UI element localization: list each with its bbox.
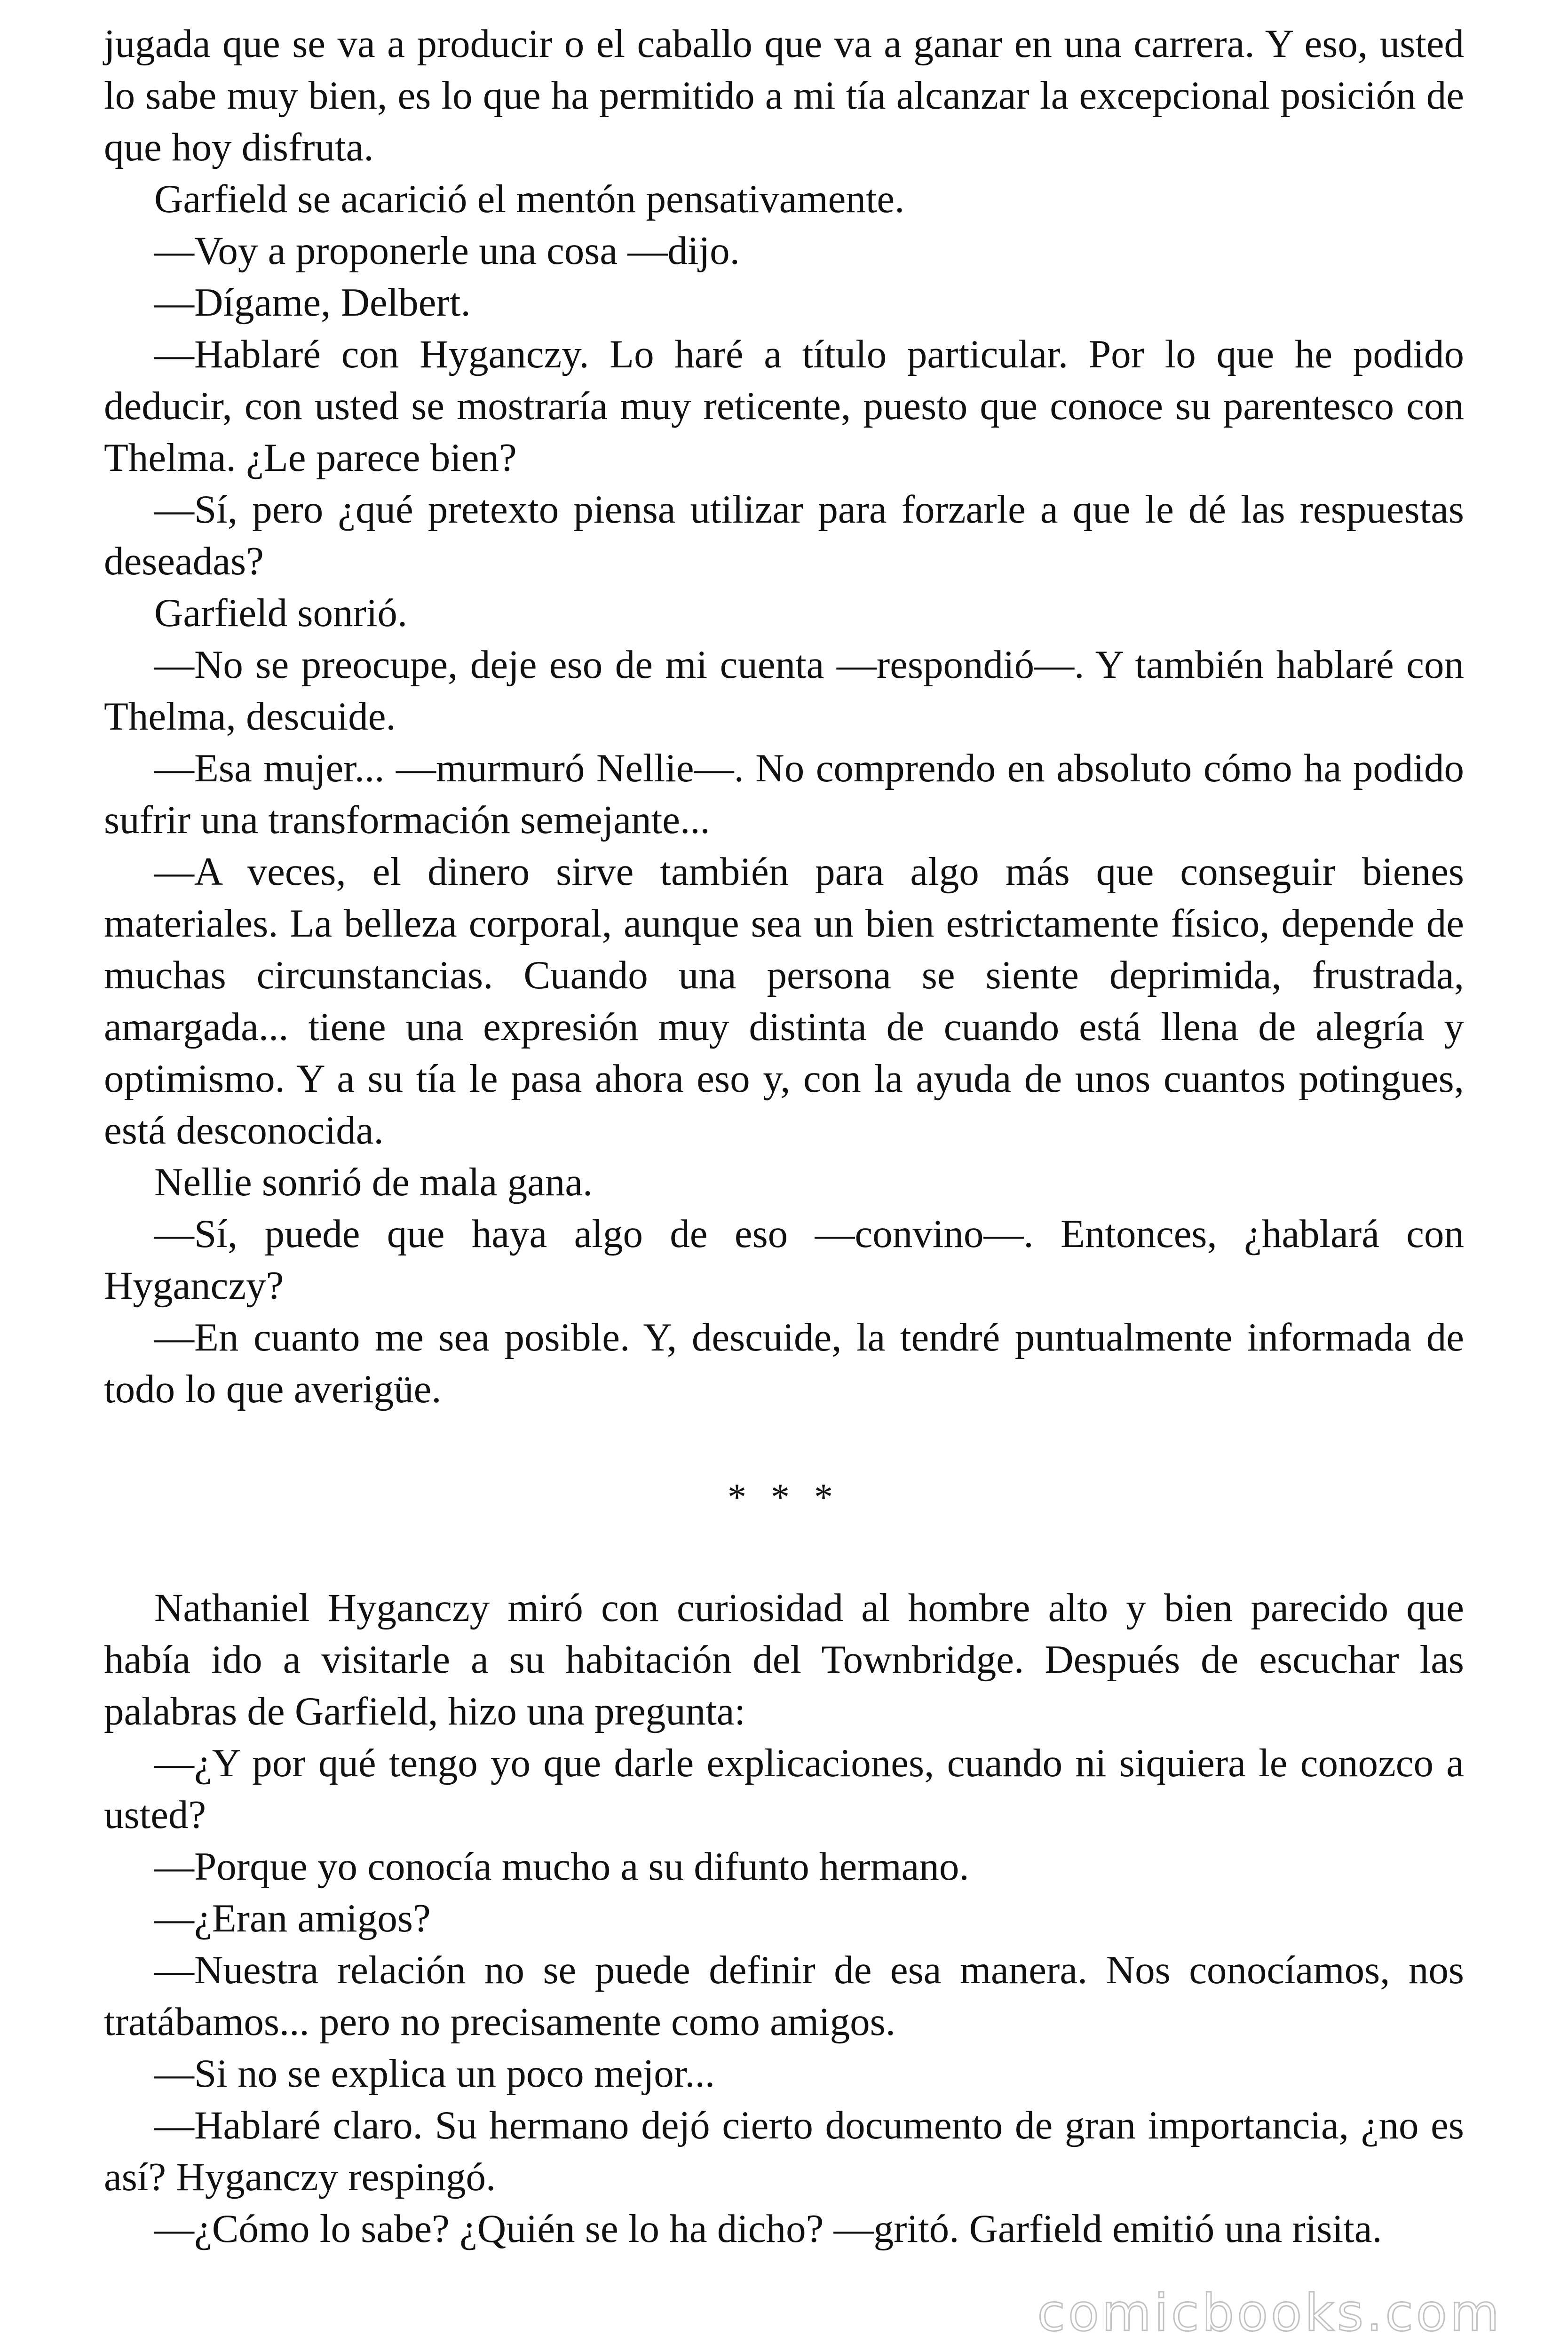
paragraph: —Sí, puede que haya algo de eso —convino—. Entonces, ¿hablará con Hyganczy?	[104, 1212, 1464, 1308]
paragraph: —Hablaré claro. Su hermano dejó cierto documento de gran importancia, ¿no es así? Hyganczy respingó.	[104, 2103, 1464, 2199]
watermark: comicbooks.com	[1037, 2284, 1502, 2343]
paragraph: —Si no se explica un poco mejor...	[154, 2051, 715, 2096]
paragraph: —No se preocupe, deje eso de mi cuenta —respondió—. Y también hablaré con Thelma, descuide.	[104, 643, 1464, 739]
paragraph: Nellie sonrió de mala gana.	[154, 1160, 593, 1204]
paragraph: —Porque yo conocía mucho a su difunto hermano.	[154, 1844, 969, 1889]
text-block-after-break	[104, 1582, 1464, 2255]
paragraph: —Nuestra relación no se puede definir de esa manera. Nos conocíamos, nos tratábamos... pero no precisamente como amigos.	[104, 1948, 1464, 2044]
paragraph: —Dígame, Delbert.	[154, 280, 471, 325]
paragraph: —A veces, el dinero sirve también para algo más que conseguir bienes materiales. La belleza corporal, aunque sea un bien estrictamente físico, depende de muchas circunstancias. Cuando una persona se siente deprimida, frustrada, amargada... tiene una expresión muy distinta de cuando está llena de alegría y optimismo. Y a su tía le pasa ahora eso y, con la ayuda de unos cuantos potingues, está desconocida.	[104, 850, 1464, 1152]
paragraph: —Sí, pero ¿qué pretexto piensa utilizar para forzarle a que le dé las respuestas deseadas?	[104, 487, 1464, 583]
section-break: * * *	[728, 1477, 840, 1518]
paragraph: Garfield se acarició el mentón pensativamente.	[154, 177, 905, 221]
book-page	[104, 18, 1464, 2255]
paragraph: Garfield sonrió.	[154, 591, 408, 635]
paragraph: —Hablaré con Hyganczy. Lo haré a título particular. Por lo que he podido deducir, con usted se mostraría muy reticente, puesto que conoce su parentesco con Thelma. ¿Le parece bien?	[104, 332, 1464, 480]
paragraph: —En cuanto me sea posible. Y, descuide, la tendré puntualmente informada de todo lo que averigüe.	[104, 1315, 1464, 1411]
paragraph: —¿Eran amigos?	[154, 1896, 431, 1940]
paragraph: Nathaniel Hyganczy miró con curiosidad al hombre alto y bien parecido que había ido a visitarle a su habitación del Townbridge. Después de escuchar las palabras de Garfield, hizo una pregunta:	[104, 1586, 1464, 1733]
paragraph: —Esa mujer... —murmuró Nellie—. No comprendo en absoluto cómo ha podido sufrir una transformación semejante...	[104, 746, 1464, 842]
paragraph: —¿Cómo lo sabe? ¿Quién se lo ha dicho? —gritó. Garfield emitió una risita.	[154, 2207, 1382, 2251]
paragraph: —Voy a proponerle una cosa —dijo.	[154, 229, 740, 273]
paragraph: —¿Y por qué tengo yo que darle explicaciones, cuando ni siquiera le conozco a usted?	[104, 1741, 1464, 1837]
text-block-before-break	[104, 18, 1464, 1415]
paragraph: jugada que se va a producir o el caballo que va a ganar en una carrera. Y eso, usted lo sabe muy bien, es lo que ha permitido a mi tía alcanzar la excepcional posición de que hoy disfruta.	[104, 22, 1464, 169]
